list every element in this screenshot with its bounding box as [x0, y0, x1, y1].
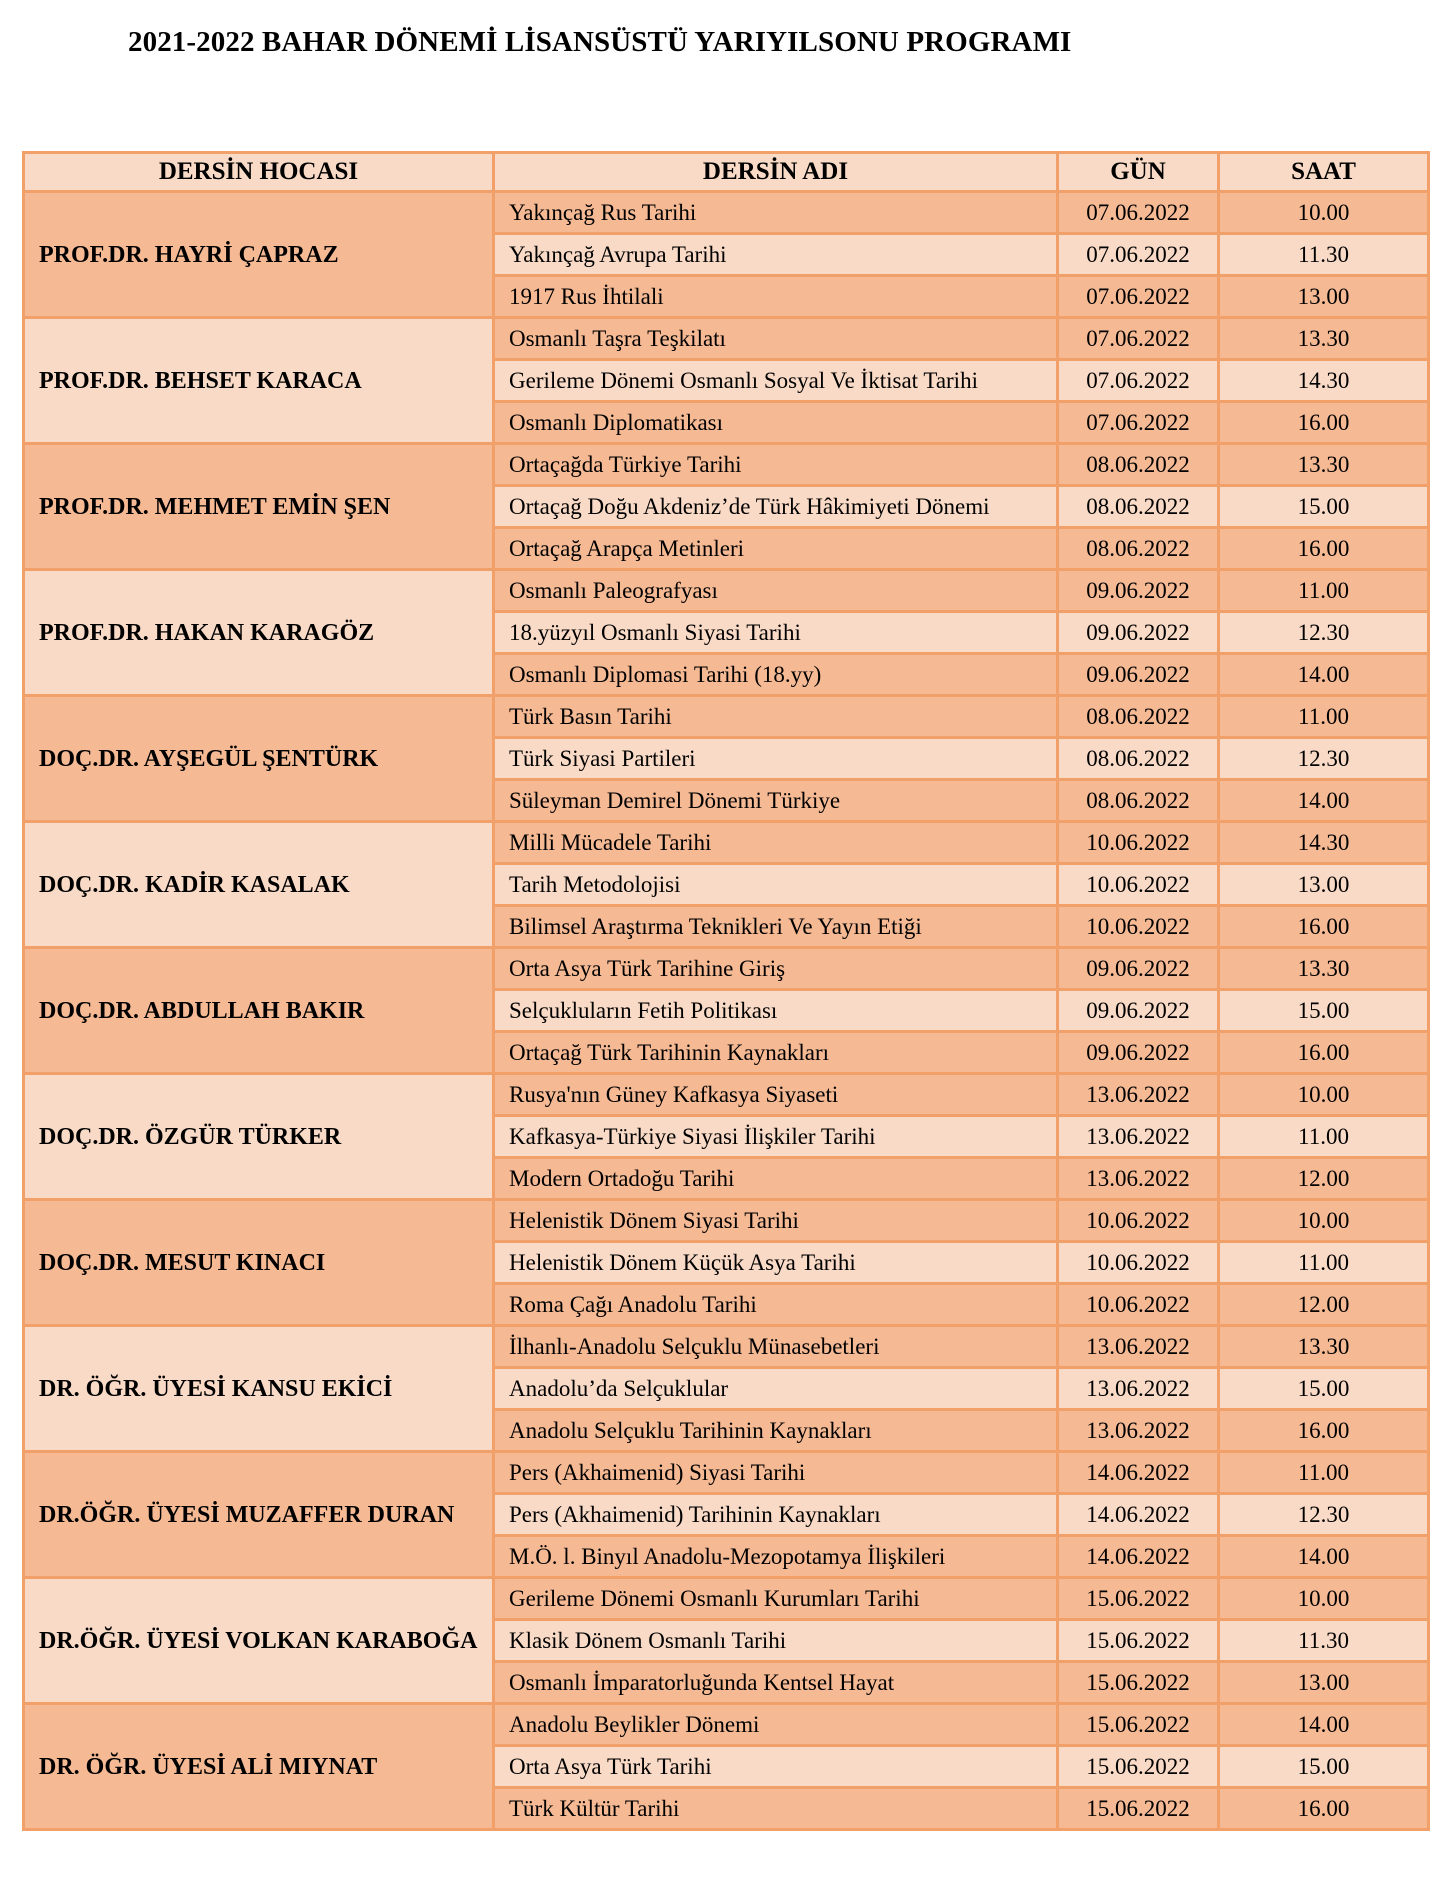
time-cell: 13.30: [1219, 444, 1429, 486]
day-cell: 07.06.2022: [1058, 360, 1219, 402]
day-cell: 13.06.2022: [1058, 1074, 1219, 1116]
day-cell: 14.06.2022: [1058, 1494, 1219, 1536]
day-cell: 07.06.2022: [1058, 276, 1219, 318]
teacher-cell: DR.ÖĞR. ÜYESİ MUZAFFER DURAN: [24, 1452, 494, 1578]
course-cell: Tarih Metodolojisi: [494, 864, 1058, 906]
day-cell: 10.06.2022: [1058, 864, 1219, 906]
schedule-table: [22, 151, 1430, 1831]
day-cell: 10.06.2022: [1058, 1200, 1219, 1242]
day-cell: 08.06.2022: [1058, 528, 1219, 570]
course-cell: Gerileme Dönemi Osmanlı Sosyal Ve İktisat Tarihi: [494, 360, 1058, 402]
teacher-cell: PROF.DR. HAYRİ ÇAPRAZ: [24, 192, 494, 318]
time-cell: 10.00: [1219, 1200, 1429, 1242]
course-cell: Helenistik Dönem Küçük Asya Tarihi: [494, 1242, 1058, 1284]
teacher-cell: PROF.DR. BEHSET KARACA: [24, 318, 494, 444]
time-cell: 11.00: [1219, 1452, 1429, 1494]
course-cell: Anadolu Beylikler Dönemi: [494, 1704, 1058, 1746]
day-cell: 13.06.2022: [1058, 1368, 1219, 1410]
header-day: GÜN: [1058, 153, 1219, 192]
day-cell: 09.06.2022: [1058, 654, 1219, 696]
time-cell: 16.00: [1219, 528, 1429, 570]
time-cell: 15.00: [1219, 990, 1429, 1032]
time-cell: 11.30: [1219, 1620, 1429, 1662]
day-cell: 10.06.2022: [1058, 1242, 1219, 1284]
table-row: [24, 1326, 1429, 1368]
day-cell: 09.06.2022: [1058, 612, 1219, 654]
time-cell: 12.30: [1219, 1494, 1429, 1536]
day-cell: 15.06.2022: [1058, 1788, 1219, 1830]
time-cell: 11.00: [1219, 696, 1429, 738]
time-cell: 11.30: [1219, 234, 1429, 276]
course-cell: Klasik Dönem Osmanlı Tarihi: [494, 1620, 1058, 1662]
header-time: SAAT: [1219, 153, 1429, 192]
time-cell: 12.30: [1219, 612, 1429, 654]
page-title: 2021-2022 BAHAR DÖNEMİ LİSANSÜSTÜ YARIYILSONU PROGRAMI: [128, 26, 1072, 58]
course-cell: Modern Ortadoğu Tarihi: [494, 1158, 1058, 1200]
table-row: [24, 570, 1429, 612]
time-cell: 14.00: [1219, 1704, 1429, 1746]
time-cell: 14.00: [1219, 1536, 1429, 1578]
time-cell: 11.00: [1219, 1116, 1429, 1158]
course-cell: Pers (Akhaimenid) Tarihinin Kaynakları: [494, 1494, 1058, 1536]
header-row: [24, 153, 1429, 192]
course-cell: Orta Asya Türk Tarihine Giriş: [494, 948, 1058, 990]
time-cell: 11.00: [1219, 570, 1429, 612]
teacher-cell: DR.ÖĞR. ÜYESİ VOLKAN KARABOĞA: [24, 1578, 494, 1704]
course-cell: Osmanlı Paleografyası: [494, 570, 1058, 612]
header-teacher: DERSİN HOCASI: [24, 153, 494, 192]
time-cell: 15.00: [1219, 1746, 1429, 1788]
day-cell: 15.06.2022: [1058, 1662, 1219, 1704]
day-cell: 15.06.2022: [1058, 1578, 1219, 1620]
teacher-cell: DR. ÖĞR. ÜYESİ KANSU EKİCİ: [24, 1326, 494, 1452]
day-cell: 14.06.2022: [1058, 1452, 1219, 1494]
day-cell: 13.06.2022: [1058, 1410, 1219, 1452]
day-cell: 07.06.2022: [1058, 192, 1219, 234]
day-cell: 13.06.2022: [1058, 1158, 1219, 1200]
course-cell: Süleyman Demirel Dönemi Türkiye: [494, 780, 1058, 822]
table-row: [24, 1452, 1429, 1494]
course-cell: Helenistik Dönem Siyasi Tarihi: [494, 1200, 1058, 1242]
day-cell: 10.06.2022: [1058, 906, 1219, 948]
day-cell: 15.06.2022: [1058, 1746, 1219, 1788]
time-cell: 12.00: [1219, 1158, 1429, 1200]
table-row: [24, 318, 1429, 360]
course-cell: Türk Basın Tarihi: [494, 696, 1058, 738]
day-cell: 10.06.2022: [1058, 822, 1219, 864]
day-cell: 13.06.2022: [1058, 1116, 1219, 1158]
table-row: [24, 444, 1429, 486]
table-row: [24, 822, 1429, 864]
course-cell: Anadolu Selçuklu Tarihinin Kaynakları: [494, 1410, 1058, 1452]
course-cell: Osmanlı Diplomasi Tarihi (18.yy): [494, 654, 1058, 696]
time-cell: 15.00: [1219, 1368, 1429, 1410]
time-cell: 13.00: [1219, 276, 1429, 318]
time-cell: 14.30: [1219, 822, 1429, 864]
time-cell: 14.00: [1219, 780, 1429, 822]
course-cell: Milli Mücadele Tarihi: [494, 822, 1058, 864]
day-cell: 14.06.2022: [1058, 1536, 1219, 1578]
time-cell: 10.00: [1219, 192, 1429, 234]
course-cell: Roma Çağı Anadolu Tarihi: [494, 1284, 1058, 1326]
course-cell: Yakınçağ Rus Tarihi: [494, 192, 1058, 234]
course-cell: Ortaçağ Arapça Metinleri: [494, 528, 1058, 570]
course-cell: Türk Siyasi Partileri: [494, 738, 1058, 780]
time-cell: 16.00: [1219, 1032, 1429, 1074]
teacher-cell: DOÇ.DR. AYŞEGÜL ŞENTÜRK: [24, 696, 494, 822]
header-course: DERSİN ADI: [494, 153, 1058, 192]
course-cell: Selçukluların Fetih Politikası: [494, 990, 1058, 1032]
time-cell: 13.30: [1219, 318, 1429, 360]
course-cell: Osmanlı Taşra Teşkilatı: [494, 318, 1058, 360]
course-cell: Gerileme Dönemi Osmanlı Kurumları Tarihi: [494, 1578, 1058, 1620]
table-row: [24, 696, 1429, 738]
course-cell: Osmanlı İmparatorluğunda Kentsel Hayat: [494, 1662, 1058, 1704]
time-cell: 15.00: [1219, 486, 1429, 528]
time-cell: 13.00: [1219, 864, 1429, 906]
course-cell: Orta Asya Türk Tarihi: [494, 1746, 1058, 1788]
teacher-cell: DR. ÖĞR. ÜYESİ ALİ MIYNAT: [24, 1704, 494, 1830]
day-cell: 07.06.2022: [1058, 234, 1219, 276]
day-cell: 09.06.2022: [1058, 990, 1219, 1032]
time-cell: 14.00: [1219, 654, 1429, 696]
day-cell: 08.06.2022: [1058, 780, 1219, 822]
time-cell: 16.00: [1219, 906, 1429, 948]
time-cell: 11.00: [1219, 1242, 1429, 1284]
day-cell: 10.06.2022: [1058, 1284, 1219, 1326]
course-cell: Ortaçağ Türk Tarihinin Kaynakları: [494, 1032, 1058, 1074]
course-cell: Yakınçağ Avrupa Tarihi: [494, 234, 1058, 276]
day-cell: 09.06.2022: [1058, 1032, 1219, 1074]
course-cell: 1917 Rus İhtilali: [494, 276, 1058, 318]
day-cell: 08.06.2022: [1058, 696, 1219, 738]
teacher-cell: DOÇ.DR. ABDULLAH BAKIR: [24, 948, 494, 1074]
teacher-cell: DOÇ.DR. MESUT KINACI: [24, 1200, 494, 1326]
day-cell: 09.06.2022: [1058, 948, 1219, 990]
time-cell: 13.30: [1219, 948, 1429, 990]
table-row: [24, 948, 1429, 990]
course-cell: Rusya'nın Güney Kafkasya Siyaseti: [494, 1074, 1058, 1116]
day-cell: 07.06.2022: [1058, 402, 1219, 444]
course-cell: Ortaçağ Doğu Akdeniz’de Türk Hâkimiyeti Dönemi: [494, 486, 1058, 528]
table-row: [24, 1578, 1429, 1620]
time-cell: 16.00: [1219, 402, 1429, 444]
course-cell: Pers (Akhaimenid) Siyasi Tarihi: [494, 1452, 1058, 1494]
day-cell: 08.06.2022: [1058, 738, 1219, 780]
time-cell: 13.30: [1219, 1326, 1429, 1368]
teacher-cell: DOÇ.DR. ÖZGÜR TÜRKER: [24, 1074, 494, 1200]
course-cell: Anadolu’da Selçuklular: [494, 1368, 1058, 1410]
table-row: [24, 1200, 1429, 1242]
table-row: [24, 1074, 1429, 1116]
time-cell: 12.00: [1219, 1284, 1429, 1326]
day-cell: 09.06.2022: [1058, 570, 1219, 612]
time-cell: 10.00: [1219, 1578, 1429, 1620]
teacher-cell: PROF.DR. HAKAN KARAGÖZ: [24, 570, 494, 696]
day-cell: 13.06.2022: [1058, 1326, 1219, 1368]
teacher-cell: DOÇ.DR. KADİR KASALAK: [24, 822, 494, 948]
schedule-body: [24, 192, 1429, 1830]
course-cell: Osmanlı Diplomatikası: [494, 402, 1058, 444]
time-cell: 16.00: [1219, 1410, 1429, 1452]
time-cell: 10.00: [1219, 1074, 1429, 1116]
course-cell: Türk Kültür Tarihi: [494, 1788, 1058, 1830]
course-cell: Bilimsel Araştırma Teknikleri Ve Yayın Etiği: [494, 906, 1058, 948]
day-cell: 08.06.2022: [1058, 486, 1219, 528]
table-row: [24, 192, 1429, 234]
day-cell: 08.06.2022: [1058, 444, 1219, 486]
time-cell: 16.00: [1219, 1788, 1429, 1830]
course-cell: M.Ö. l. Binyıl Anadolu-Mezopotamya İlişkileri: [494, 1536, 1058, 1578]
day-cell: 15.06.2022: [1058, 1620, 1219, 1662]
time-cell: 12.30: [1219, 738, 1429, 780]
course-cell: Kafkasya-Türkiye Siyasi İlişkiler Tarihi: [494, 1116, 1058, 1158]
time-cell: 13.00: [1219, 1662, 1429, 1704]
course-cell: 18.yüzyıl Osmanlı Siyasi Tarihi: [494, 612, 1058, 654]
time-cell: 14.30: [1219, 360, 1429, 402]
table-row: [24, 1704, 1429, 1746]
course-cell: İlhanlı-Anadolu Selçuklu Münasebetleri: [494, 1326, 1058, 1368]
teacher-cell: PROF.DR. MEHMET EMİN ŞEN: [24, 444, 494, 570]
day-cell: 07.06.2022: [1058, 318, 1219, 360]
day-cell: 15.06.2022: [1058, 1704, 1219, 1746]
course-cell: Ortaçağda Türkiye Tarihi: [494, 444, 1058, 486]
